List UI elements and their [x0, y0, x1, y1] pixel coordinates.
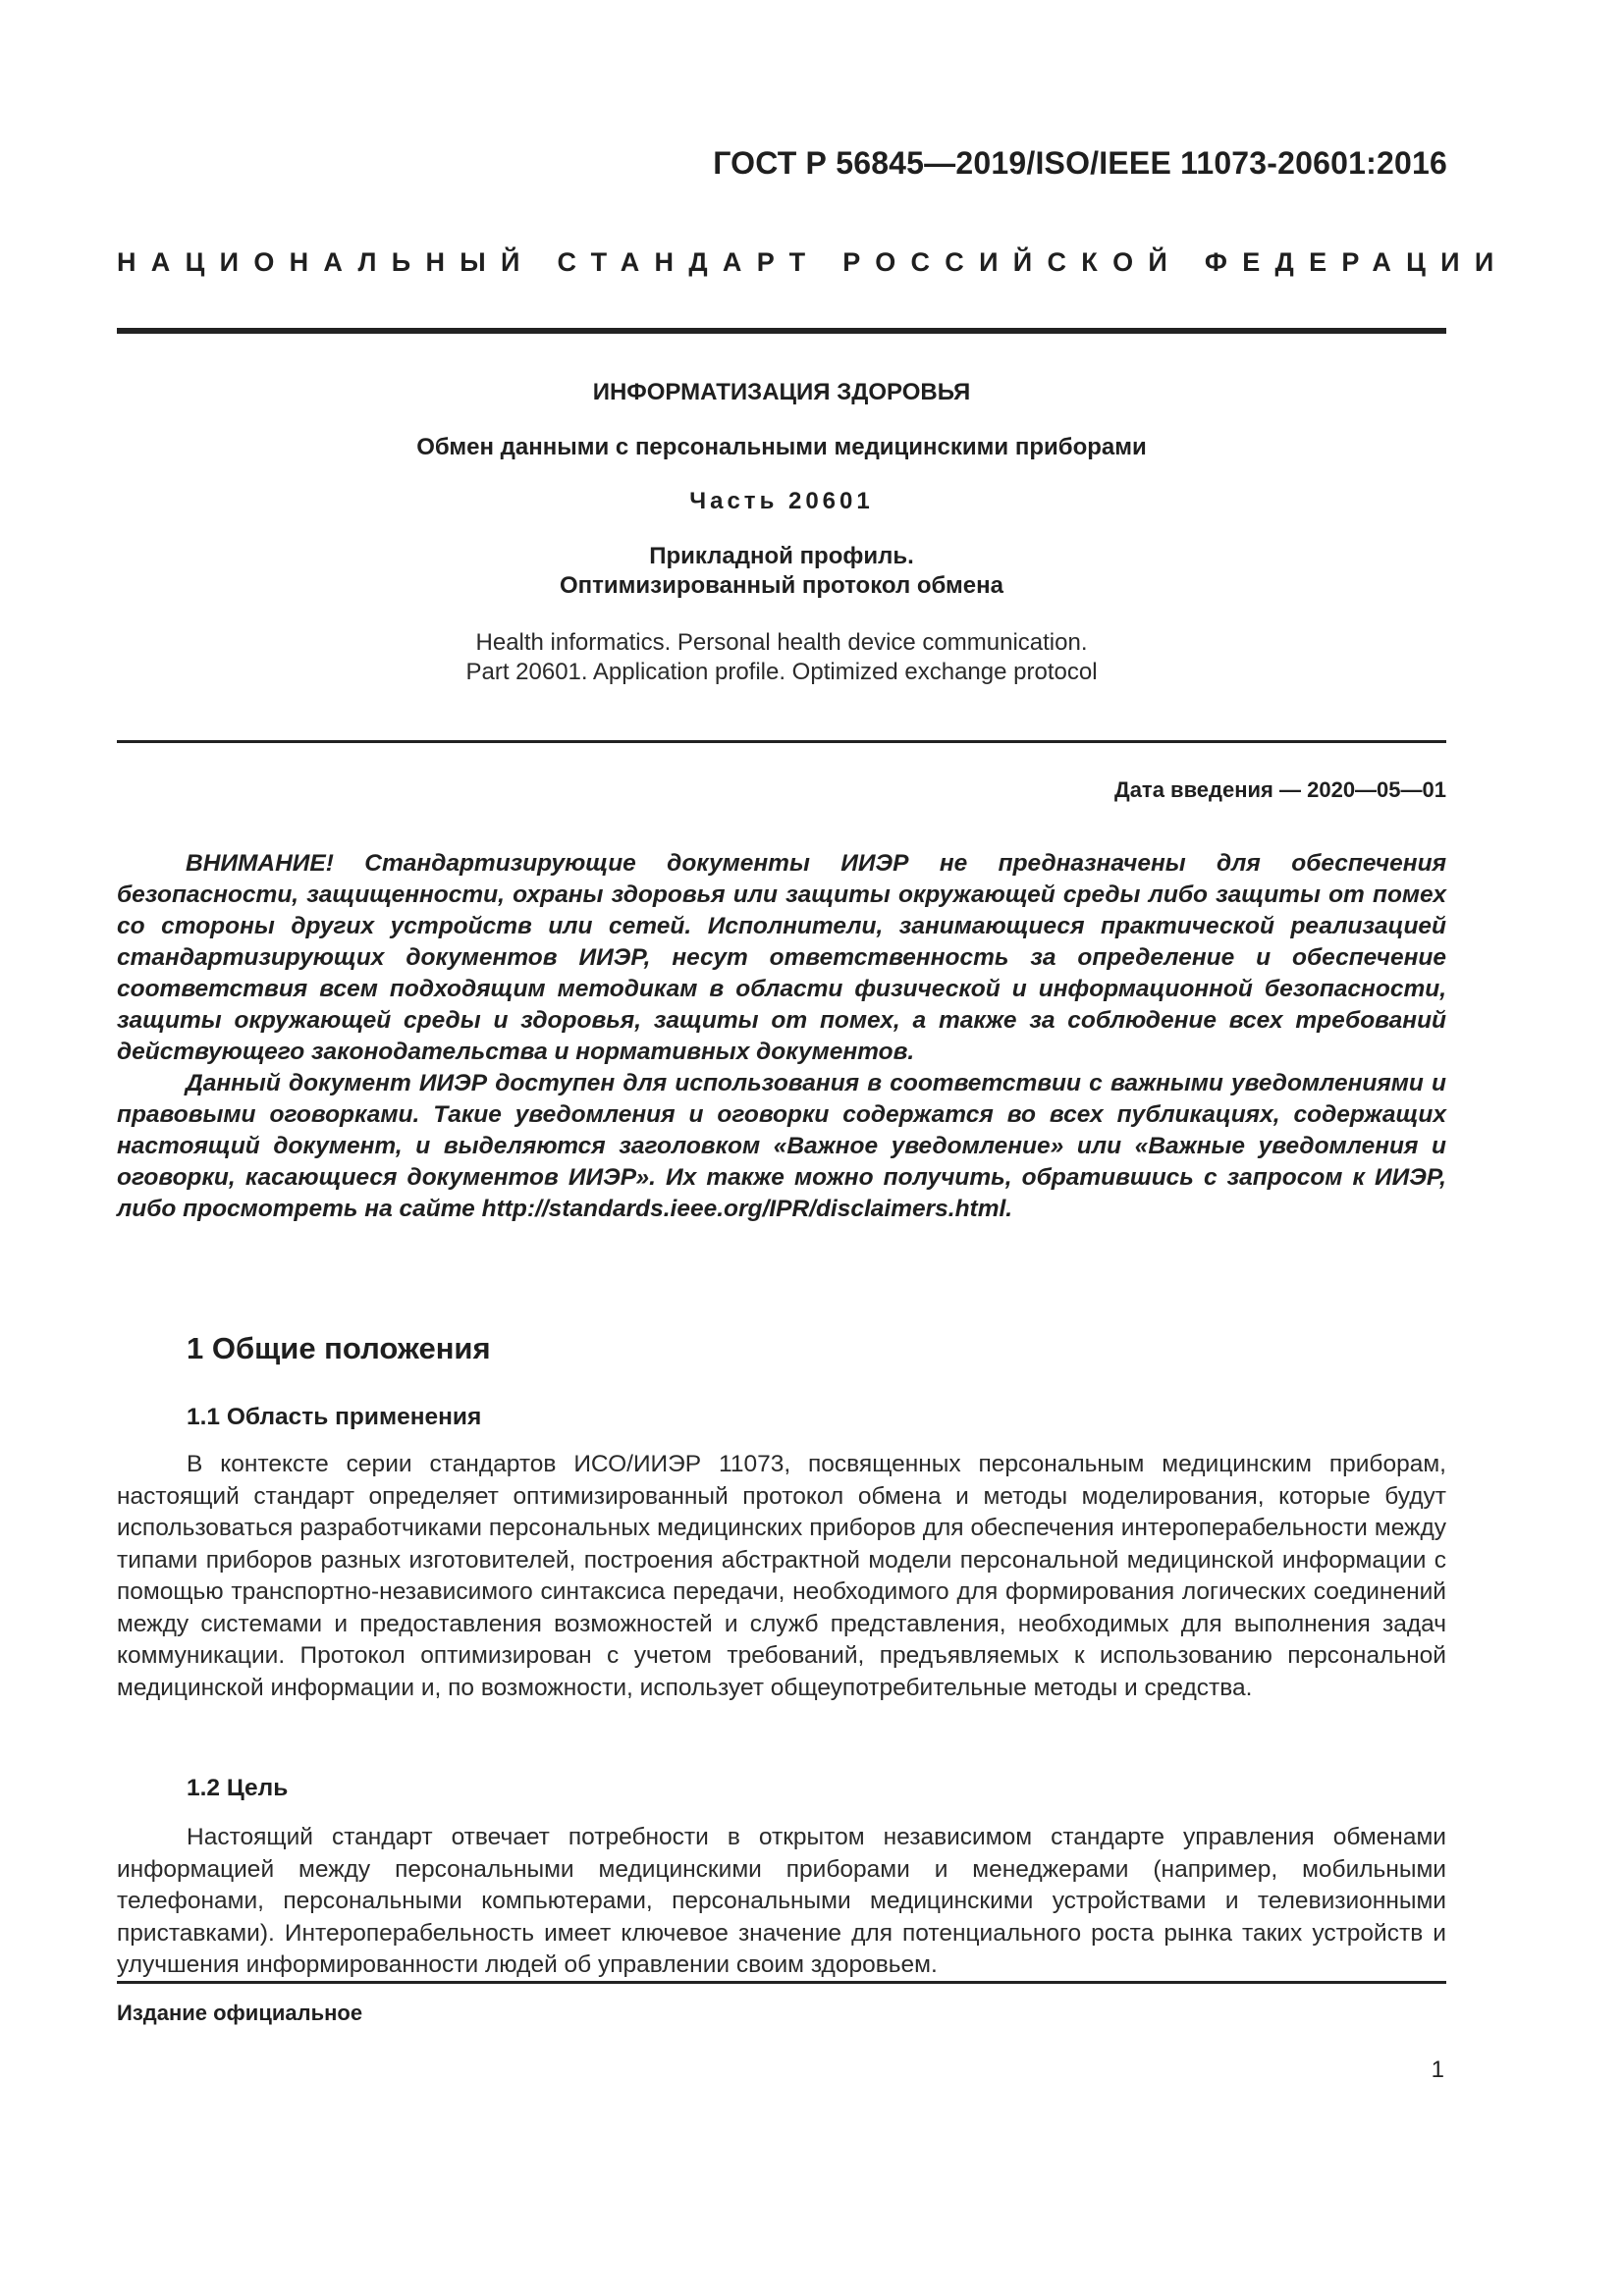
notice-paragraph-1: ВНИМАНИЕ! Стандартизирующие документы ИИЭР не предназначены для обеспечения безопасности, защищенности, охраны здоровья или защиты окружающей среды либо защиты от помех со стороны других устройств или сетей. Исполнители, занимающиеся практической реализацией стандартизирующих документов ИИЭР, несут ответственность за определение и обеспечение соответствия всем подходящим методикам в области физической и информационной безопасности, защиты окружающей среды и здоровья, защиты от помех, а также за соблюдение всех требований действующего законодательства и нормативных документов.: [117, 850, 1446, 1065]
document-subtitle: Обмен данными с персональными медицинскими приборами: [416, 434, 1147, 460]
title-rule: [117, 740, 1446, 743]
standard-designation: ГОСТ Р 56845—2019/ISO/IEEE 11073-20601:2016: [713, 145, 1447, 181]
english-title: [117, 628, 1446, 687]
notice-paragraph-2: Данный документ ИИЭР доступен для использования в соответствии с важными уведомлениями и правовыми оговорками. Такие уведомления и оговорки содержатся во всех публикациях, содержащих настоящий документ, и выделяются заголовком «Важное уведомление» или «Важные уведомления и оговорки, касающиеся документов ИИЭР». Их также можно получить, обратившись с запросом к ИИЭР, либо просмотреть на сайте http://standards.ieee.org/IPR/disclaimers.html.: [117, 1070, 1446, 1222]
document-part: Часть 20601: [689, 488, 874, 514]
section-1-heading: 1 Общие положения: [187, 1331, 491, 1365]
page-number: 1: [1431, 2056, 1444, 2083]
section-1-2-paragraph: Настоящий стандарт отвечает потребности в открытом независимом стандарте управления обменами информацией между персональными медицинскими приборами и менеджерами (например, мобильными телефонами, персональными компьютерами, персональными медицинскими устройствами и телевизионными приставками). Интероперабельность имеет ключевое значение для потенциального роста рынка таких устройств и улучшения информированности людей об управлении своим здоровьем.: [117, 1824, 1446, 1978]
introduction-date: Дата введения — 2020—05—01: [1114, 777, 1446, 802]
ieee-notice: [117, 848, 1446, 1225]
official-edition-label: Издание официальное: [117, 2001, 363, 2025]
english-title-line-1: Health informatics. Personal health device communication.: [475, 629, 1088, 656]
section-1-1-heading: 1.1 Область применения: [187, 1404, 482, 1430]
english-title-line-2: Part 20601. Application profile. Optimized exchange protocol: [465, 659, 1098, 685]
profile-line-2: Оптимизированный протокол обмена: [560, 572, 1003, 599]
footer-rule: [117, 1981, 1446, 1984]
profile-line-1: Прикладной профиль.: [649, 543, 914, 569]
section-1-1-body: [117, 1449, 1446, 1704]
section-1-2-body: [117, 1822, 1446, 1982]
document-title: ИНФОРМАТИЗАЦИЯ ЗДОРОВЬЯ: [592, 379, 971, 405]
section-1-2-heading: 1.2 Цель: [187, 1775, 289, 1801]
section-1-1-paragraph: В контексте серии стандартов ИСО/ИИЭР 11073, посвященных персональным медицинским приборам, настоящий стандарт определяет оптимизированный протокол обмена и методы моделирования, которые будут использоваться разработчиками персональных медицинских приборов для обеспечения интероперабельности между типами приборов разных изготовителей, построения абстрактной модели персональной медицинской информации с помощью транспортно-независимого синтаксиса передачи, необходимого для формирования логических соединений между системами и предоставления возможностей и служб представления, необходимых для выполнения задач коммуникации. Протокол оптимизирован с учетом требований, предъявляемых к использованию персональной медицинской информации и, по возможности, использует общеупотребительные методы и средства.: [117, 1451, 1446, 1701]
header-rule: [117, 328, 1446, 334]
document-profile: [117, 542, 1446, 601]
national-standard-label: НАЦИОНАЛЬНЫЙ СТАНДАРТ РОССИЙСКОЙ ФЕДЕРАЦИИ: [117, 247, 1509, 277]
